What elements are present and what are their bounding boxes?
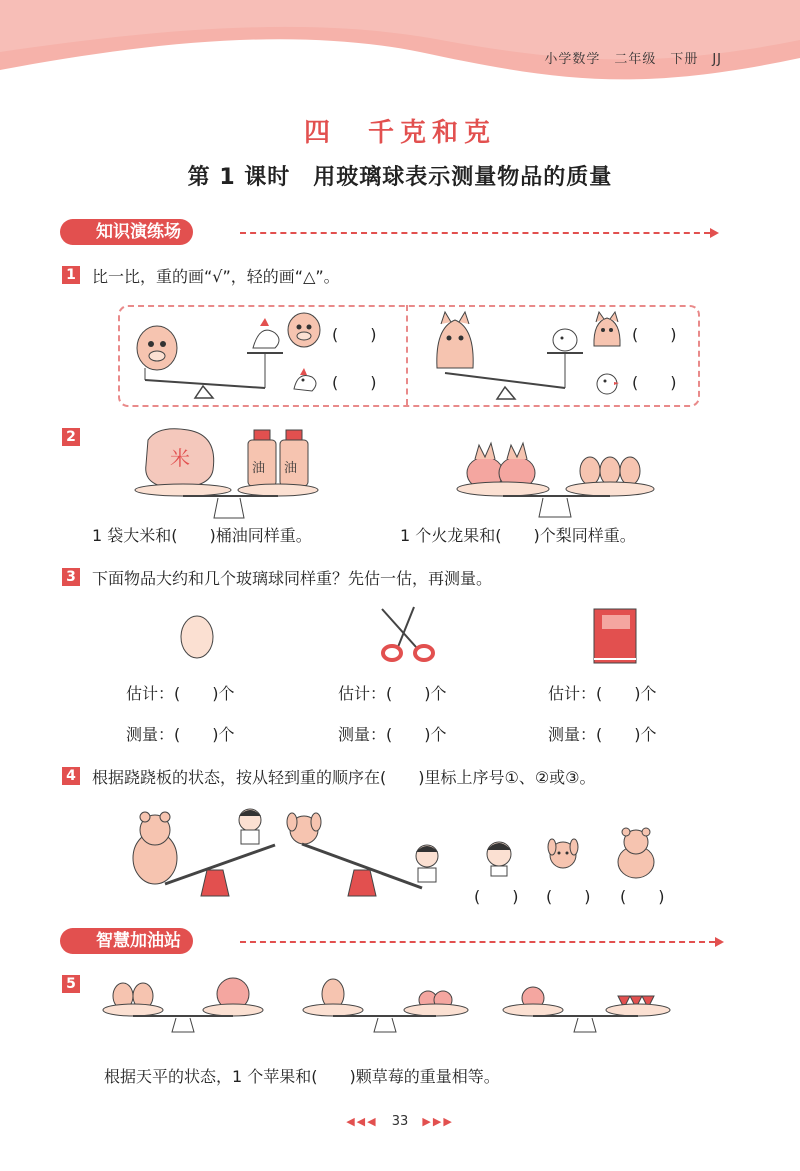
order-blank-dog[interactable]: ( ) xyxy=(546,887,591,906)
section-practice-badge: 知识演练场 xyxy=(62,219,193,245)
seesaw-dog-boy xyxy=(282,800,452,905)
book-measure[interactable]: 测量：( )个 xyxy=(548,725,657,744)
question-number: 5 xyxy=(62,975,80,993)
answer-blank[interactable]: ( ) xyxy=(632,325,677,344)
page-number-row xyxy=(0,1114,800,1129)
book-info: 小学数学 二年级 下册 JJ xyxy=(544,52,722,67)
scale-rice-oil xyxy=(128,420,328,525)
answer-blank[interactable]: ( ) xyxy=(332,325,377,344)
scissors-estimate[interactable]: 估计：( )个 xyxy=(338,684,447,703)
question-number: 3 xyxy=(62,568,80,586)
left-marks-icon: ◀◀◀ xyxy=(346,1115,378,1128)
arrow-icon xyxy=(715,937,724,947)
order-blank-bear[interactable]: ( ) xyxy=(620,887,665,906)
box-divider xyxy=(406,305,408,405)
fruit-sentence: 1 个火龙果和( )个梨同样重。 xyxy=(400,526,636,545)
dog-icon xyxy=(546,835,580,873)
question-text: 下面物品大约和几个玻璃球同样重？先估一估，再测量。 xyxy=(92,569,493,588)
bear-icon xyxy=(612,826,660,880)
book-estimate[interactable]: 估计：( )个 xyxy=(548,684,657,703)
egg-estimate[interactable]: 估计：( )个 xyxy=(126,684,235,703)
rice-oil-sentence: 1 袋大米和( )桶油同样重。 xyxy=(92,526,312,545)
oil-jar-label: 油 xyxy=(284,461,298,476)
question-text: 根据跷跷板的状态，按从轻到重的顺序在( )里标上序号①、②或③。 xyxy=(92,768,596,787)
section-divider xyxy=(240,941,715,943)
fox-icon xyxy=(590,310,624,350)
arrow-icon xyxy=(710,228,719,238)
question-text: 比一比，重的画“√”，轻的画“△”。 xyxy=(92,267,340,286)
oil-jar-label: 油 xyxy=(252,461,266,476)
answer-blank[interactable]: ( ) xyxy=(332,373,377,392)
page-number: 33 xyxy=(391,1114,409,1129)
section-challenge-badge: 智慧加油站 xyxy=(62,928,193,954)
scale-monkey-rooster xyxy=(125,308,285,403)
rooster-icon xyxy=(288,365,322,399)
scale-dragonfruit-pear xyxy=(455,425,665,525)
question-number: 1 xyxy=(62,266,80,284)
monkey-icon xyxy=(285,310,323,350)
unit-title: 四 千克和克 xyxy=(303,118,496,148)
scissors-icon xyxy=(376,603,440,667)
scale-pear-peaches xyxy=(298,970,473,1040)
lesson-title: 第 1 课时 用玻璃球表示测量物品的质量 xyxy=(187,165,613,190)
question-number: 2 xyxy=(62,428,80,446)
question-number: 4 xyxy=(62,767,80,785)
scale-fox-chick xyxy=(425,308,585,403)
order-blank-boy[interactable]: ( ) xyxy=(474,887,519,906)
scale-pears-apple xyxy=(98,970,268,1040)
scissors-measure[interactable]: 测量：( )个 xyxy=(338,725,447,744)
scale-peach-strawberries xyxy=(498,970,678,1040)
answer-blank[interactable]: ( ) xyxy=(632,373,677,392)
rice-sack-label: 米 xyxy=(170,446,190,470)
book-icon xyxy=(590,605,642,667)
egg-measure[interactable]: 测量：( )个 xyxy=(126,725,235,744)
chick-icon xyxy=(594,368,620,396)
right-marks-icon: ▶▶▶ xyxy=(422,1115,454,1128)
boy-icon xyxy=(482,838,516,878)
section-divider xyxy=(240,232,710,234)
egg-icon xyxy=(178,610,216,660)
question-text: 根据天平的状态，1 个苹果和( )颗草莓的重量相等。 xyxy=(104,1067,500,1086)
seesaw-bear-boy xyxy=(125,800,295,905)
